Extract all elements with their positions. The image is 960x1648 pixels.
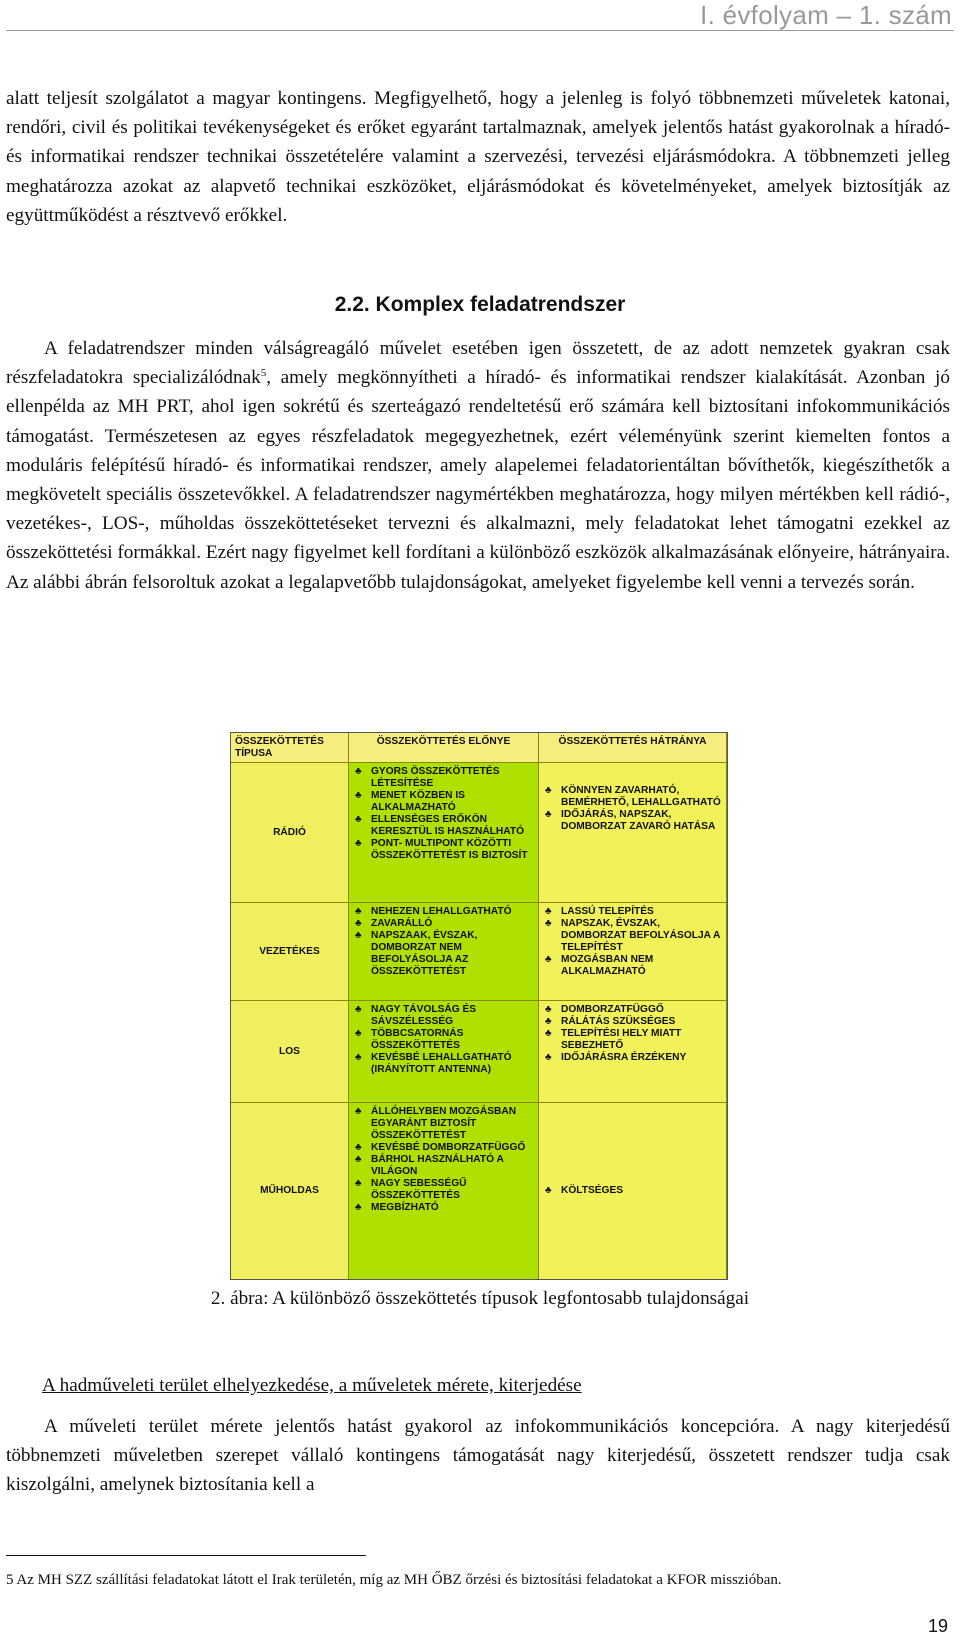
cons-item: ♣ IDŐJÁRÁSRA ÉRZÉKENY — [543, 1052, 722, 1064]
pros-item: ♣ ELLENSÉGES ERŐKÖN KERESZTÜL IS HASZNÁLHATÓ — [353, 814, 534, 838]
type-cell — [231, 903, 349, 1001]
pros-item: ♣ BÁRHOL HASZNÁLHATÓ A VILÁGON — [353, 1154, 534, 1178]
header-cons: ÖSSZEKÖTTETÉS HÁTRÁNYA — [539, 733, 727, 763]
pros-item: ♣ KEVÉSBÉ LEHALLGATHATÓ (IRÁNYÍTOTT ANTENNA) — [353, 1052, 534, 1076]
page-number: 19 — [927, 1616, 948, 1636]
paragraph-2-part-2: , amely megkönnyítheti a híradó- és informatikai rendszer kialakítását. Azonban jó ellenpélda az MH PRT, ahol igen sokrétű és szerteágazó rendeltetésű erő számára kell biztosítani infokommunikációs támogatást. Természetesen az egyes részfeladatok megegyezhetnek, ezért véleményünk szerint kiemelten fontos a moduláris felépítésű híradó- és informatikai rendszer, amely alapelemei feladatorientáltan bővíthetők, kiegészíthetők a megkövetelt speciális összetevőkkel. A feladatrendszer nagymértékben meghatározza, hogy milyen mértékben kell rádió-, vezetékes-, LOS-, műholdas összeköttetéseket tervezni és alkalmazni, mely feladatokat lehet támogatni ezekkel az összeköttetési formákkal. Ezért nagy figyelmet kell fordítani a különböző eszközök alkalmazásának előnyeire, hátrányaira. Az alábbi ábrán felsoroltuk azokat a legalapvetőbb tulajdonságokat, amelyeket figyelembe kell venni a tervezés során. — [6, 367, 950, 593]
footnote-separator — [6, 1555, 366, 1556]
type-cell — [231, 763, 349, 903]
paragraph-1: alatt teljesít szolgálatot a magyar kontingens. Megfigyelhető, hogy a jelenleg is folyó többnemzeti műveletek katonai, rendőri, civil és politikai tevékenységeket és erőket egyaránt tartalmaznak, amelyek jelentős hatást gyakorolnak a híradó- és informatikai rendszer technikai összetételére valamint a szervezési, tervezési eljárásmódokra. A többnemzeti jelleg meghatározza azokat az alapvető technikai eszközöket, eljárásmódokat és követelményeket, amelyek biztosítják az együttműködést a résztvevő erőkkel. — [6, 88, 950, 226]
pros-item: ♣ NEHEZEN LEHALLGATHATÓ — [353, 906, 534, 918]
cons-item: ♣ KÖLTSÉGES — [543, 1185, 623, 1197]
pros-item: ♣ NAGY TÁVOLSÁG ÉS SÁVSZÉLESSÉG — [353, 1004, 534, 1028]
journal-issue-title: I. évfolyam – 1. szám — [700, 0, 952, 30]
pros-item: ♣ GYORS ÖSSZEKÖTTETÉS LÉTESÍTÉSE — [353, 766, 534, 790]
subsection-heading: A hadműveleti terület elhelyezkedése, a műveletek mérete, kiterjedése — [42, 1375, 582, 1396]
cons-cell — [539, 903, 727, 1001]
cons-item: ♣ LASSÚ TELEPÍTÉS — [543, 906, 722, 918]
cons-cell — [539, 1001, 727, 1103]
pros-item: ♣ MENET KÖZBEN IS ALKALMAZHATÓ — [353, 790, 534, 814]
type-label: VEZETÉKES — [259, 945, 320, 957]
pros-item: ♣ ZAVARÁLLÓ — [353, 918, 534, 930]
type-cell — [231, 1103, 349, 1279]
cons-cell — [539, 763, 727, 903]
pros-item: ♣ KEVÉSBÉ DOMBORZATFÜGGŐ — [353, 1142, 534, 1154]
page-header — [0, 0, 960, 40]
cons-item: ♣ RÁLÁTÁS SZÜKSÉGES — [543, 1016, 722, 1028]
header-pros: ÖSSZEKÖTTETÉS ELŐNYE — [349, 733, 539, 763]
cons-item: ♣ DOMBORZATFÜGGŐ — [543, 1004, 722, 1016]
cons-item: ♣ KÖNNYEN ZAVARHATÓ, BEMÉRHETŐ, LEHALLGATHATÓ — [543, 785, 722, 809]
footnote-ref[interactable]: 5 — [260, 367, 267, 380]
footnote: 5 Az MH SZZ szállítási feladatokat látott el Irak területén, míg az MH ŐBZ őrzési és biztosítási feladatokat a KFOR misszióban. — [6, 1572, 782, 1588]
cons-cell — [539, 1103, 727, 1279]
pros-item: ♣ NAPSZAAK, ÉVSZAK, DOMBORZAT NEM BEFOLYÁSOLJA AZ ÖSSZEKÖTTETÉST — [353, 930, 534, 978]
pros-cell — [349, 903, 539, 1001]
cons-item: ♣ NAPSZAK, ÉVSZAK, DOMBORZAT BEFOLYÁSOLJA A TELEPÍTÉST — [543, 918, 722, 954]
pros-item: ♣ NAGY SEBESSÉGŰ ÖSSZEKÖTTETÉS — [353, 1178, 534, 1202]
paragraph-3: A műveleti terület mérete jelentős hatást gyakorol az infokommunikációs koncepcióra. A nagy kiterjedésű többnemzeti műveletben szerepet vállaló kontingens támogatását nagy kiterjedésű, összetett rendszer tudja csak kiszolgálni, amelynek biztosítania kell a — [6, 1416, 950, 1496]
paragraph-2-part-1: A feladatrendszer minden válságreagáló művelet esetében igen összetett, de az adott nemzetek gyakran csak részfeladatokra specializálódnak — [6, 338, 950, 389]
pros-item: ♣ TÖBBCSATORNÁS ÖSSZEKÖTTETÉS — [353, 1028, 534, 1052]
cons-item: ♣ MOZGÁSBAN NEM ALKALMAZHATÓ — [543, 954, 722, 978]
paragraph-2 — [6, 334, 950, 597]
type-label: LOS — [279, 1045, 300, 1057]
section-heading: 2.2. Komplex feladatrendszer — [334, 293, 626, 316]
header-rule — [6, 30, 954, 31]
pros-cell — [349, 1001, 539, 1103]
pros-cell — [349, 763, 539, 903]
pros-item: ♣ ÁLLÓHELYBEN MOZGÁSBAN EGYARÁNT BIZTOSÍT ÖSSZEKÖTTETÉST — [353, 1106, 534, 1142]
type-label: RÁDIÓ — [273, 826, 306, 838]
header-type: ÖSSZEKÖTTETÉS TÍPUSA — [231, 733, 349, 763]
pros-cell — [349, 1103, 539, 1279]
pros-item: ♣ MEGBÍZHATÓ — [353, 1202, 534, 1214]
type-cell — [231, 1001, 349, 1103]
figure-comparison-table — [230, 732, 728, 1280]
pros-item: ♣ PONT- MULTIPONT KÖZÖTTI ÖSSZEKÖTTETÉST IS BIZTOSÍT — [353, 838, 534, 862]
cons-item: ♣ IDŐJÁRÁS, NAPSZAK, DOMBORZAT ZAVARÓ HATÁSA — [543, 809, 722, 833]
cons-item: ♣ TELEPÍTÉSI HELY MIATT SEBEZHETŐ — [543, 1028, 722, 1052]
figure-caption: 2. ábra: A különböző összeköttetés típusok legfontosabb tulajdonságai — [210, 1288, 750, 1309]
type-label: MŰHOLDAS — [260, 1185, 319, 1196]
